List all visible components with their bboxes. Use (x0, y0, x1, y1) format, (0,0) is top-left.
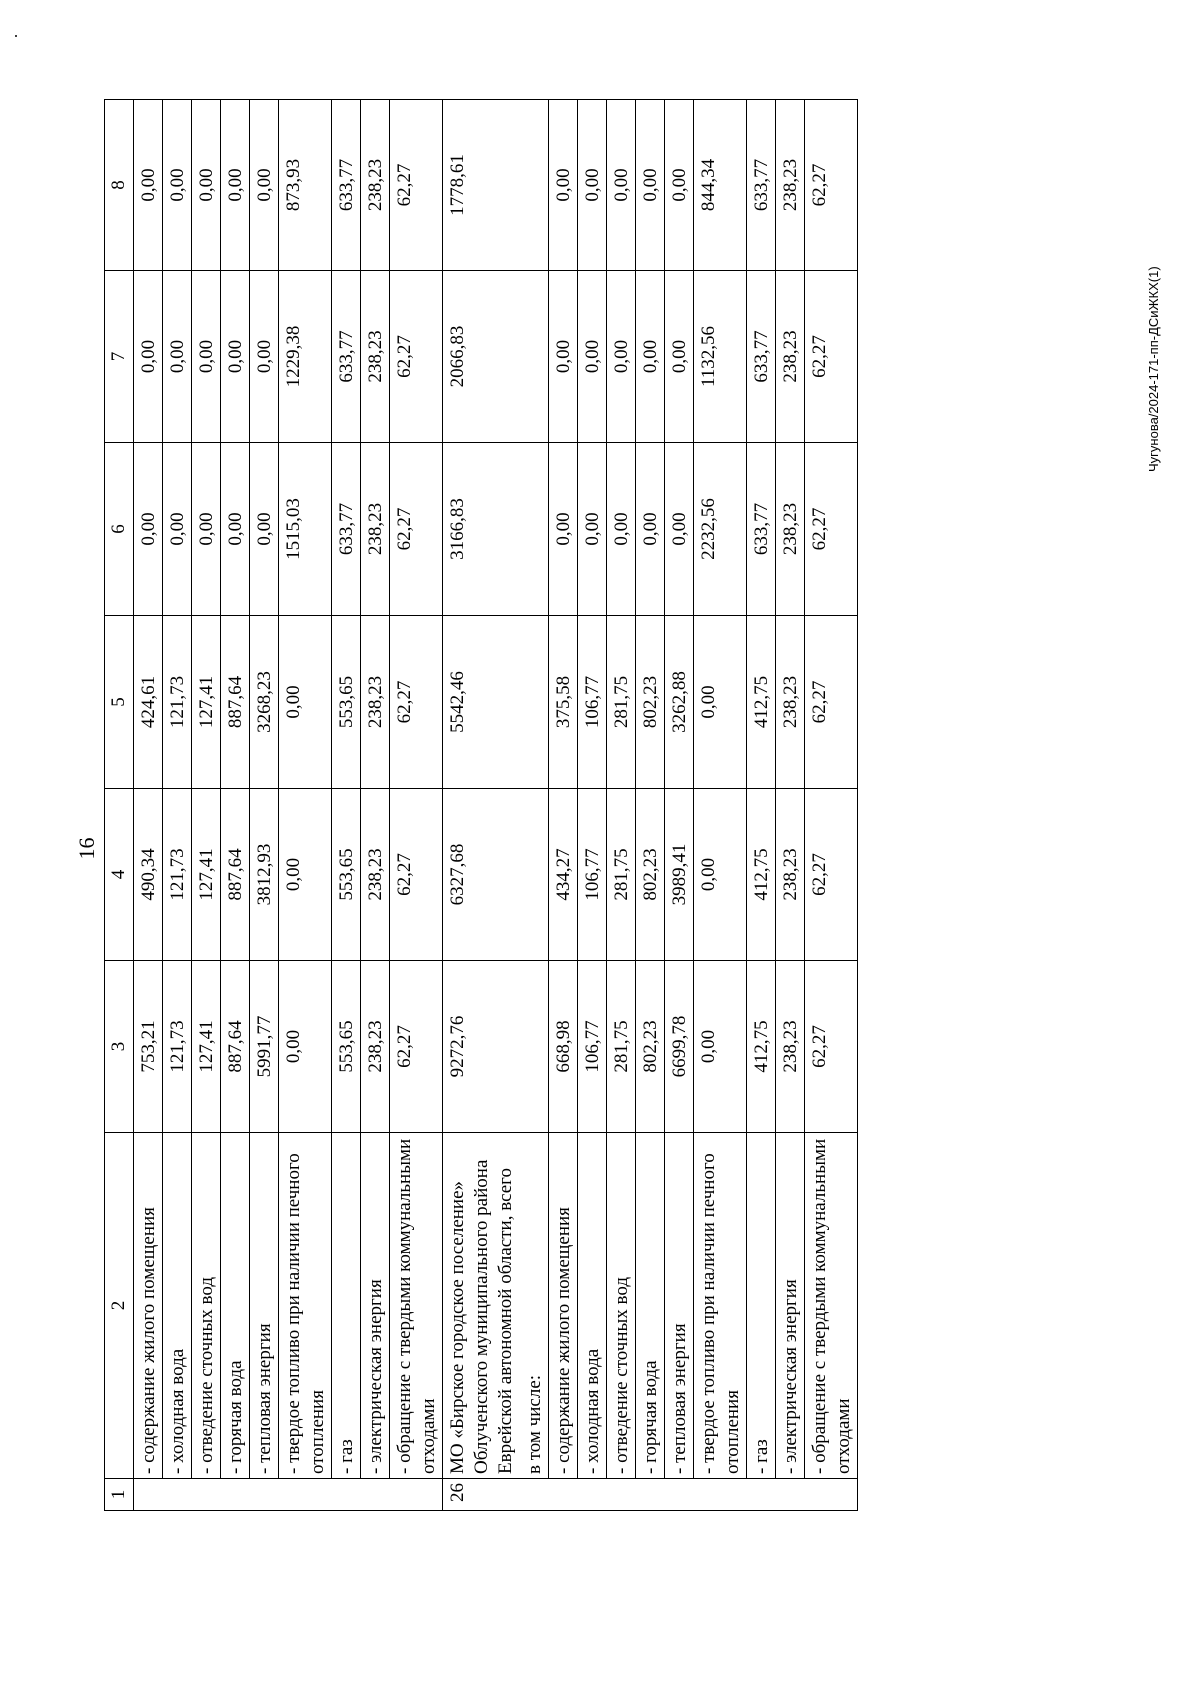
value-cell: 887,64 (221, 961, 250, 1133)
row-number-cell (250, 1479, 279, 1511)
value-cell: 127,41 (192, 961, 221, 1133)
row-number-cell (361, 1479, 390, 1511)
value-cell: 0,00 (694, 789, 747, 961)
value-cell: 62,27 (805, 271, 858, 443)
value-cell: 668,98 (549, 961, 578, 1133)
value-cell: 490,34 (134, 789, 163, 961)
value-cell: 62,27 (390, 616, 443, 789)
value-cell: 0,00 (607, 443, 636, 616)
value-cell: 121,73 (163, 616, 192, 789)
value-cell: 0,00 (279, 616, 332, 789)
value-cell: 0,00 (134, 271, 163, 443)
table-row (694, 100, 747, 1511)
value-cell: 412,75 (747, 789, 776, 961)
value-cell: 633,77 (747, 271, 776, 443)
value-cell: 106,77 (578, 616, 607, 789)
tariff-table (104, 99, 858, 1511)
value-cell: 62,27 (805, 443, 858, 616)
indicator-name-cell: - электрическая энергия (361, 1133, 390, 1479)
value-cell: 106,77 (578, 789, 607, 961)
value-cell: 424,61 (134, 616, 163, 789)
value-cell: 3166,83 (443, 443, 520, 616)
value-cell: 753,21 (134, 961, 163, 1133)
value-cell: 281,75 (607, 616, 636, 789)
value-cell: 0,00 (192, 271, 221, 443)
indicator-name-cell: - отведение сточных вод (192, 1133, 221, 1479)
table-row (192, 100, 221, 1511)
value-cell: 62,27 (390, 271, 443, 443)
value-cell: 0,00 (279, 789, 332, 961)
value-cell: 5991,77 (250, 961, 279, 1133)
value-cell (520, 271, 549, 443)
value-cell: 0,00 (192, 100, 221, 271)
value-cell: 238,23 (776, 961, 805, 1133)
table-row (607, 100, 636, 1511)
row-number-cell (520, 1479, 549, 1511)
value-cell: 633,77 (747, 100, 776, 271)
value-cell: 633,77 (332, 443, 361, 616)
value-cell: 434,27 (549, 789, 578, 961)
row-number-cell (694, 1479, 747, 1511)
indicator-name-cell: - горячая вода (636, 1133, 665, 1479)
value-cell: 1778,61 (443, 100, 520, 271)
row-number-cell (776, 1479, 805, 1511)
value-cell: 802,23 (636, 961, 665, 1133)
value-cell: 553,65 (332, 789, 361, 961)
value-cell: 0,00 (163, 443, 192, 616)
header-cell: 5 (105, 616, 134, 789)
value-cell: 2232,56 (694, 443, 747, 616)
value-cell: 0,00 (607, 271, 636, 443)
value-cell: 0,00 (665, 443, 694, 616)
value-cell: 3989,41 (665, 789, 694, 961)
row-number-cell: 26 (443, 1479, 520, 1511)
value-cell: 2066,83 (443, 271, 520, 443)
value-cell: 0,00 (665, 100, 694, 271)
row-number-cell (549, 1479, 578, 1511)
table-header-row (105, 100, 134, 1511)
value-cell: 62,27 (390, 789, 443, 961)
value-cell: 238,23 (776, 443, 805, 616)
table-row (250, 100, 279, 1511)
value-cell (520, 616, 549, 789)
value-cell (520, 100, 549, 271)
row-number-cell (134, 1479, 163, 1511)
table-body (105, 100, 858, 1511)
value-cell: 0,00 (549, 271, 578, 443)
indicator-name-cell: - содержание жилого помещения (549, 1133, 578, 1479)
value-cell: 0,00 (694, 961, 747, 1133)
value-cell: 1132,56 (694, 271, 747, 443)
table-row (279, 100, 332, 1511)
value-cell: 0,00 (250, 271, 279, 443)
value-cell: 238,23 (361, 100, 390, 271)
value-cell: 62,27 (390, 100, 443, 271)
indicator-name-cell: - газ (332, 1133, 361, 1479)
indicator-name-cell: - обращение с твердыми коммунальными отходами (390, 1133, 443, 1479)
value-cell: 0,00 (250, 443, 279, 616)
value-cell: 281,75 (607, 789, 636, 961)
header-cell: 3 (105, 961, 134, 1133)
value-cell: 62,27 (805, 789, 858, 961)
value-cell: 0,00 (636, 100, 665, 271)
table-row (665, 100, 694, 1511)
row-number-cell (192, 1479, 221, 1511)
value-cell: 633,77 (332, 100, 361, 271)
indicator-name-cell: - тепловая энергия (250, 1133, 279, 1479)
indicator-name-cell: - твердое топливо при наличии печного отопления (279, 1133, 332, 1479)
value-cell: 375,58 (549, 616, 578, 789)
value-cell: 0,00 (134, 100, 163, 271)
indicator-name-cell: - газ (747, 1133, 776, 1479)
table-row (578, 100, 607, 1511)
row-number-cell (665, 1479, 694, 1511)
value-cell: 412,75 (747, 961, 776, 1133)
row-number-cell (607, 1479, 636, 1511)
header-cell: 8 (105, 100, 134, 271)
value-cell: 6327,68 (443, 789, 520, 961)
value-cell: 0,00 (665, 271, 694, 443)
table-row (163, 100, 192, 1511)
value-cell: 802,23 (636, 616, 665, 789)
value-cell: 0,00 (636, 443, 665, 616)
table-row (776, 100, 805, 1511)
table-row (443, 100, 520, 1511)
value-cell: 0,00 (221, 443, 250, 616)
indicator-name-cell: - обращение с твердыми коммунальными отходами (805, 1133, 858, 1479)
value-cell: 633,77 (747, 443, 776, 616)
value-cell: 238,23 (361, 271, 390, 443)
row-number-cell (636, 1479, 665, 1511)
value-cell: 553,65 (332, 616, 361, 789)
value-cell: 0,00 (134, 443, 163, 616)
row-number-cell (747, 1479, 776, 1511)
header-cell: 6 (105, 443, 134, 616)
value-cell: 0,00 (549, 443, 578, 616)
value-cell: 0,00 (221, 100, 250, 271)
indicator-name-cell: - холодная вода (578, 1133, 607, 1479)
header-cell: 4 (105, 789, 134, 961)
value-cell: 0,00 (221, 271, 250, 443)
indicator-name-cell: - твердое топливо при наличии печного отопления (694, 1133, 747, 1479)
value-cell: 0,00 (163, 271, 192, 443)
table-row (332, 100, 361, 1511)
page-number: 16 (74, 837, 99, 860)
row-number-cell (221, 1479, 250, 1511)
value-cell: 0,00 (250, 100, 279, 271)
value-cell: 0,00 (578, 443, 607, 616)
indicator-name-cell: - отведение сточных вод (607, 1133, 636, 1479)
value-cell: 887,64 (221, 616, 250, 789)
value-cell: 1229,38 (279, 271, 332, 443)
value-cell: 238,23 (361, 961, 390, 1133)
value-cell: 238,23 (776, 789, 805, 961)
table-row (390, 100, 443, 1511)
value-cell: 62,27 (390, 961, 443, 1133)
row-number-cell (279, 1479, 332, 1511)
indicator-name-cell: - тепловая энергия (665, 1133, 694, 1479)
value-cell: 633,77 (332, 271, 361, 443)
value-cell: 1515,03 (279, 443, 332, 616)
scan-speck (15, 35, 17, 37)
value-cell: 887,64 (221, 789, 250, 961)
value-cell: 873,93 (279, 100, 332, 271)
indicator-name-cell: МО «Бирское городское поселение» Облученского муниципального района Еврейской автономной области, всего (443, 1133, 520, 1479)
document-reference: Чугунова/2024-171-пп-ДСиЖКХ(1) (1146, 266, 1161, 472)
value-cell (520, 961, 549, 1133)
value-cell: 121,73 (163, 961, 192, 1133)
value-cell: 0,00 (636, 271, 665, 443)
value-cell (520, 789, 549, 961)
indicator-name-cell: - горячая вода (221, 1133, 250, 1479)
value-cell: 127,41 (192, 789, 221, 961)
value-cell: 62,27 (390, 443, 443, 616)
value-cell: 0,00 (549, 100, 578, 271)
value-cell: 281,75 (607, 961, 636, 1133)
table-row (520, 100, 549, 1511)
value-cell: 238,23 (776, 271, 805, 443)
value-cell: 9272,76 (443, 961, 520, 1133)
table-row (361, 100, 390, 1511)
value-cell: 0,00 (279, 961, 332, 1133)
value-cell: 412,75 (747, 616, 776, 789)
table-row (805, 100, 858, 1511)
table-row (747, 100, 776, 1511)
value-cell: 3262,88 (665, 616, 694, 789)
value-cell: 5542,46 (443, 616, 520, 789)
value-cell: 106,77 (578, 961, 607, 1133)
value-cell: 3812,93 (250, 789, 279, 961)
table-row (221, 100, 250, 1511)
value-cell: 0,00 (578, 271, 607, 443)
value-cell (520, 443, 549, 616)
value-cell: 238,23 (361, 616, 390, 789)
value-cell: 0,00 (163, 100, 192, 271)
value-cell: 802,23 (636, 789, 665, 961)
value-cell: 553,65 (332, 961, 361, 1133)
value-cell: 127,41 (192, 616, 221, 789)
value-cell: 0,00 (578, 100, 607, 271)
value-cell: 0,00 (607, 100, 636, 271)
value-cell: 3268,23 (250, 616, 279, 789)
value-cell: 844,34 (694, 100, 747, 271)
header-cell: 7 (105, 271, 134, 443)
table-row (636, 100, 665, 1511)
value-cell: 238,23 (361, 789, 390, 961)
row-number-cell (163, 1479, 192, 1511)
row-number-cell (390, 1479, 443, 1511)
table-row (549, 100, 578, 1511)
indicator-name-cell: - холодная вода (163, 1133, 192, 1479)
header-cell: 2 (105, 1133, 134, 1479)
indicator-name-cell: - электрическая энергия (776, 1133, 805, 1479)
value-cell: 62,27 (805, 961, 858, 1133)
value-cell: 62,27 (805, 616, 858, 789)
table-row (134, 100, 163, 1511)
row-number-cell (332, 1479, 361, 1511)
value-cell: 238,23 (776, 100, 805, 271)
header-cell: 1 (105, 1479, 134, 1511)
indicator-name-cell: - содержание жилого помещения (134, 1133, 163, 1479)
value-cell: 0,00 (694, 616, 747, 789)
indicator-name-cell: в том числе: (520, 1133, 549, 1479)
value-cell: 238,23 (361, 443, 390, 616)
value-cell: 121,73 (163, 789, 192, 961)
row-number-cell (805, 1479, 858, 1511)
row-number-cell (578, 1479, 607, 1511)
value-cell: 0,00 (192, 443, 221, 616)
value-cell: 62,27 (805, 100, 858, 271)
value-cell: 238,23 (776, 616, 805, 789)
value-cell: 6699,78 (665, 961, 694, 1133)
